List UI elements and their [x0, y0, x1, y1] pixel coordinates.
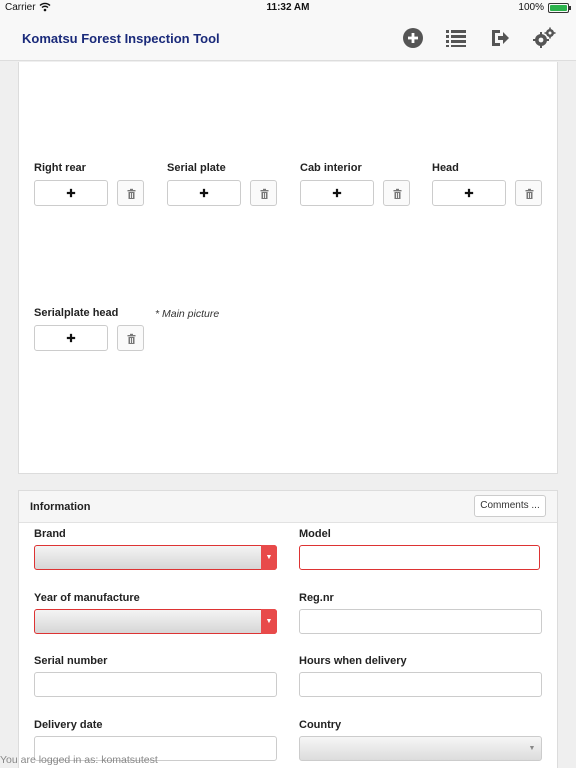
trash-icon	[118, 326, 145, 352]
main-picture-note: * Main picture	[155, 308, 220, 320]
battery-icon	[548, 3, 569, 13]
add-photo-button-right-rear[interactable]	[34, 180, 108, 206]
delete-photo-button-serial-plate[interactable]	[250, 180, 277, 206]
trash-icon	[516, 181, 543, 207]
photo-label-serialplate-head: Serialplate head	[34, 307, 119, 319]
chevron-down-icon: ▼	[261, 545, 277, 570]
information-title: Information	[30, 501, 91, 513]
plus-icon	[35, 326, 107, 350]
delete-photo-button-right-rear[interactable]	[117, 180, 144, 206]
trash-icon	[384, 62, 411, 63]
photo-label-head: Head	[432, 162, 459, 174]
hours-label: Hours when delivery	[299, 655, 407, 667]
brand-label: Brand	[34, 528, 66, 540]
year-label: Year of manufacture	[34, 592, 140, 604]
information-panel	[18, 490, 558, 768]
logout-icon[interactable]	[488, 26, 512, 50]
add-photo-button-head[interactable]	[432, 180, 506, 206]
add-circle-icon[interactable]	[401, 26, 425, 50]
trash-icon	[516, 62, 543, 63]
status-bar	[0, 0, 576, 16]
settings-gears-icon[interactable]	[532, 26, 556, 50]
plus-icon	[35, 181, 107, 205]
photo-label-serial-plate: Serial plate	[167, 162, 226, 174]
model-label: Model	[299, 528, 331, 540]
trash-icon	[251, 62, 278, 63]
photo-label-right-rear: Right rear	[34, 162, 86, 174]
delete-photo-button-cab-interior[interactable]	[383, 180, 410, 206]
add-photo-button-serial-plate[interactable]	[167, 180, 241, 206]
delete-photo-button-serialplate-head[interactable]	[117, 325, 144, 351]
logged-in-status: You are logged in as: komatsutest	[0, 754, 158, 766]
information-header	[19, 491, 557, 523]
add-photo-button-cab-interior[interactable]	[300, 180, 374, 206]
delete-photo-button-head[interactable]	[515, 180, 542, 206]
hours-input[interactable]	[299, 672, 542, 697]
country-label: Country	[299, 719, 342, 731]
plus-icon	[433, 181, 505, 205]
plus-icon	[301, 181, 373, 205]
serial-number-label: Serial number	[34, 655, 108, 667]
trash-icon	[118, 62, 145, 63]
serial-number-input[interactable]	[34, 672, 277, 697]
comments-button[interactable]: Comments ...	[474, 495, 546, 517]
year-select[interactable]	[34, 609, 277, 634]
carrier-label: Carrier	[5, 2, 36, 13]
delivery-date-label: Delivery date	[34, 719, 103, 731]
model-input[interactable]	[299, 545, 540, 570]
battery-percent: 100%	[518, 2, 544, 13]
regnr-input[interactable]	[299, 609, 542, 634]
trash-icon	[384, 181, 411, 207]
app-header	[0, 16, 576, 61]
photos-panel	[18, 62, 558, 474]
regnr-label: Reg.nr	[299, 592, 334, 604]
brand-select[interactable]	[34, 545, 277, 570]
add-photo-button-serialplate-head[interactable]	[34, 325, 108, 351]
clock: 11:32 AM	[266, 2, 310, 13]
trash-icon	[251, 181, 278, 207]
list-icon[interactable]	[444, 26, 468, 50]
country-select[interactable]	[299, 736, 542, 761]
chevron-down-icon: ▼	[528, 745, 536, 752]
main-content[interactable]	[0, 62, 576, 768]
chevron-down-icon: ▼	[261, 609, 277, 634]
app-title: Komatsu Forest Inspection Tool	[22, 31, 220, 46]
photo-label-cab-interior: Cab interior	[300, 162, 362, 174]
plus-icon	[168, 181, 240, 205]
trash-icon	[118, 181, 145, 207]
